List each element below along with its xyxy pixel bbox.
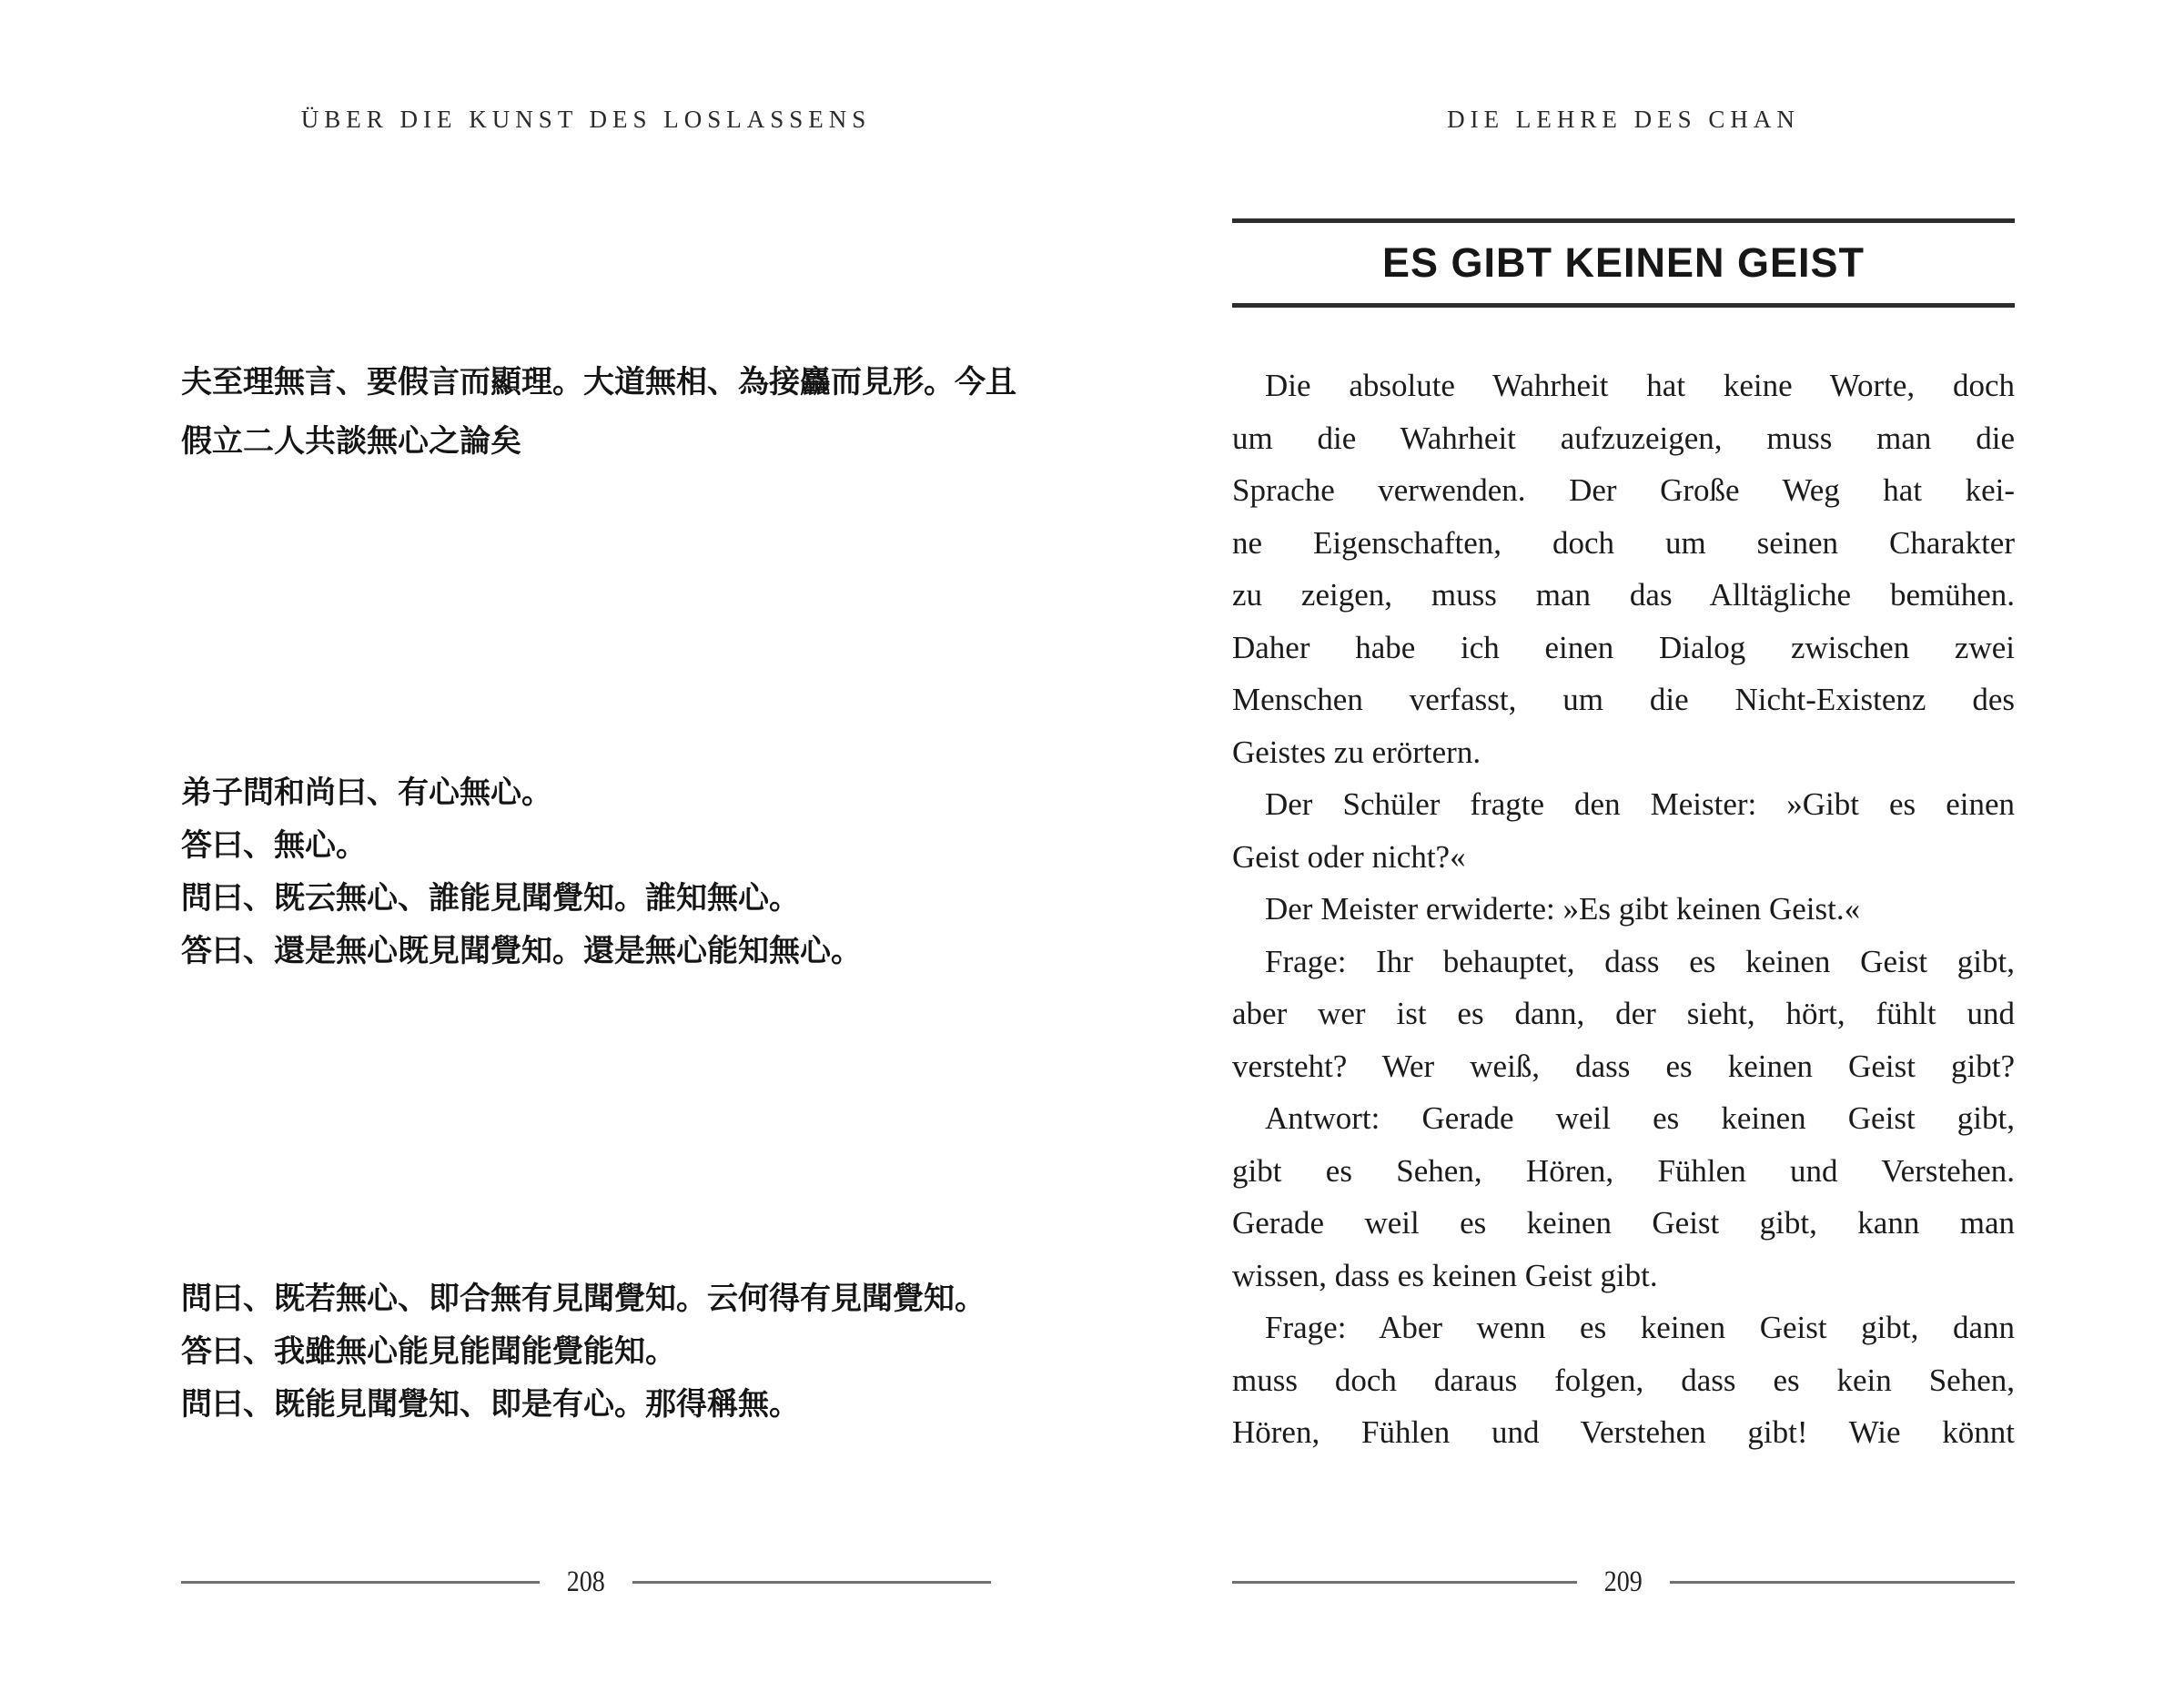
- chinese-line: 假立二人共談無心之論矣: [181, 423, 521, 460]
- left-page-number: 208: [566, 1565, 606, 1598]
- right-running-head: DIE LEHRE DES CHAN: [1447, 106, 1800, 133]
- left-page: [181, 0, 1016, 1702]
- text-line: Antwort: Gerade weil es keinen Geist gibt,: [1265, 1100, 2015, 1136]
- chinese-line: 問曰、既若無心、即合無有見聞覺知。云何得有見聞覺知。: [181, 1281, 986, 1317]
- left-running-head: ÜBER DIE KUNST DES LOSLASSENS: [300, 106, 872, 133]
- text-line: Menschen verfasst, um die Nicht-Existenz des: [1232, 682, 2015, 717]
- chinese-line: 夫至理無言、要假言而顯理。大道無相、為接麤而見形。今且: [181, 364, 1016, 400]
- text-line: Frage: Aber wenn es keinen Geist gibt, dann: [1265, 1310, 2015, 1345]
- right-page-footer: [1232, 1565, 2015, 1599]
- footer-rule: [1232, 1581, 1577, 1584]
- text-line: Der Meister erwiderte: »Es gibt keinen Geist.«: [1265, 891, 1861, 927]
- text-line: aber wer ist es dann, der sieht, hört, fühlt und: [1232, 996, 2015, 1031]
- right-page: [1232, 0, 2015, 1702]
- text-line: Daher habe ich einen Dialog zwischen zwei: [1232, 629, 2015, 665]
- text-line: Die absolute Wahrheit hat keine Worte, doch: [1265, 368, 2015, 403]
- chinese-line: 答曰、我雖無心能見能聞能覺能知。: [181, 1333, 676, 1370]
- footer-rule: [181, 1581, 540, 1584]
- text-line: Hören, Fühlen und Verstehen gibt! Wie könnt: [1232, 1414, 2015, 1450]
- chapter-title: ES GIBT KEINEN GEIST: [1381, 239, 1866, 286]
- text-line: Frage: Ihr behauptet, dass es keinen Geist gibt,: [1265, 943, 2015, 979]
- text-line: Geistes zu erörtern.: [1232, 734, 1481, 770]
- text-line: wissen, dass es keinen Geist gibt.: [1232, 1257, 1658, 1293]
- footer-rule: [1670, 1581, 2015, 1584]
- chapter-title-block: [1232, 218, 2015, 308]
- text-line: gibt es Sehen, Hören, Fühlen und Verstehen.: [1232, 1152, 2015, 1189]
- chinese-line: 問曰、既能見聞覺知、即是有心。那得稱無。: [181, 1386, 800, 1423]
- text-line: muss doch daraus folgen, dass es kein Sehen,: [1232, 1362, 2015, 1398]
- chinese-line: 問曰、既云無心、誰能見聞覺知。誰知無心。: [181, 880, 800, 917]
- chinese-text-block-2: [181, 766, 862, 978]
- text-line: versteht? Wer weiß, dass es keinen Geist gibt?: [1232, 1048, 2015, 1084]
- footer-rule: [632, 1581, 991, 1584]
- chinese-text-block-1: [181, 353, 1016, 471]
- left-page-footer: [181, 1565, 991, 1599]
- text-line: Sprache verwenden. Der Große Weg hat kei-: [1232, 472, 2015, 508]
- text-line: ne Eigenschaften, doch um seinen Charakter: [1232, 524, 2015, 561]
- text-line: Geist oder nicht?«: [1232, 838, 1466, 875]
- chinese-line: 答曰、無心。: [181, 827, 367, 864]
- text-line: zu zeigen, muss man das Alltägliche bemühen.: [1232, 577, 2015, 613]
- right-page-number: 209: [1603, 1565, 1643, 1598]
- text-line: Der Schüler fragte den Meister: »Gibt es einen: [1265, 786, 2015, 822]
- german-text-block: [1232, 360, 2015, 1459]
- text-line: Gerade weil es keinen Geist gibt, kann man: [1232, 1205, 2015, 1241]
- chinese-text-block-3: [181, 1272, 986, 1431]
- text-line: um die Wahrheit aufzuzeigen, muss man die: [1232, 420, 2015, 456]
- chinese-line: 答曰、還是無心既見聞覺知。還是無心能知無心。: [181, 933, 862, 969]
- chinese-line: 弟子問和尚曰、有心無心。: [181, 775, 552, 811]
